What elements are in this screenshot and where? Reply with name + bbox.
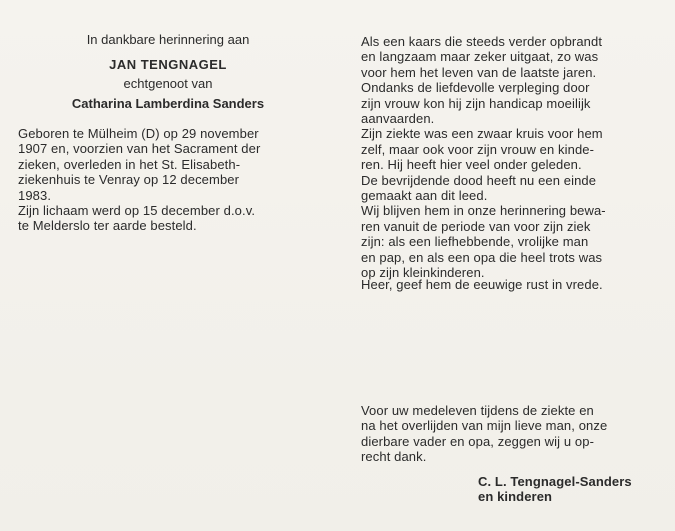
memorial-line: voor hem het leven van de laatste jaren. <box>361 64 597 80</box>
thanks-line: recht dank. <box>361 449 427 465</box>
deceased-name: JAN TENGNAGEL <box>109 57 227 72</box>
bio-line: te Melderslo ter aarde besteld. <box>18 218 197 234</box>
memorial-text <box>361 34 651 281</box>
signature-block <box>478 474 658 505</box>
memorial-line: Ondanks de liefdevolle verpleging door <box>361 80 590 96</box>
memorial-line: zijn vrouw kon hij zijn handicap moeilijk <box>361 95 591 111</box>
memorial-line: Zijn ziekte was een zwaar kruis voor hem <box>361 126 603 142</box>
dedication-intro: In dankbare herinnering aan <box>86 32 250 47</box>
thanks-line: dierbare vader en opa, zeggen wij u op- <box>361 433 594 449</box>
signature-family: en kinderen <box>478 489 553 505</box>
memorial-line: en pap, en als een opa die heel trots was <box>361 249 603 265</box>
memorial-line: ren vanuit de periode van voor zijn ziek <box>361 218 591 234</box>
spouse-label: echtgenoot van <box>123 76 213 91</box>
memorial-line: Wij blijven hem in onze herinnering bewa- <box>361 203 606 219</box>
prayer-text: Heer, geef hem de eeuwige rust in vrede. <box>361 277 603 292</box>
thanks-line: na het overlijden van mijn lieve man, onze <box>361 418 608 434</box>
memorial-line: Als een kaars die steeds verder opbrandt <box>361 34 603 49</box>
memorial-line: De bevrijdende dood heeft nu een einde <box>361 172 597 188</box>
bio-line: 1907 en, voorzien van het Sacrament der <box>18 141 261 157</box>
spouse-name: Catharina Lamberdina Sanders <box>71 96 265 111</box>
memorial-line: en langzaam maar zeker uitgaat, zo was <box>361 49 599 65</box>
bio-line: 1983. <box>18 187 52 203</box>
bio-line: ziekenhuis te Venray op 12 december <box>18 172 240 188</box>
memorial-line: aanvaarden. <box>361 111 435 127</box>
bio-line: Zijn lichaam werd op 15 december d.o.v. <box>18 203 256 219</box>
prayer-line <box>361 277 651 292</box>
memorial-line: gemaakt aan dit leed. <box>361 188 488 204</box>
bio-line: zieken, overleden in het St. Elisabeth- <box>18 156 241 172</box>
memorial-line: ren. Hij heeft hier veel onder geleden. <box>361 157 582 173</box>
biography-paragraph <box>18 126 302 234</box>
memorial-line: zelf, maar ook voor zijn vrouw en kinde- <box>361 141 595 157</box>
memorial-line: op zijn kleinkinderen. <box>361 265 485 281</box>
signature-name: C. L. Tengnagel-Sanders <box>478 474 632 489</box>
bio-line: Geboren te Mülheim (D) op 29 november <box>18 126 259 141</box>
thanks-line: Voor uw medeleven tijdens de ziekte en <box>361 403 594 418</box>
memorial-line: zijn: als een liefhebbende, vrolijke man <box>361 234 589 250</box>
thanks-paragraph <box>361 403 651 465</box>
